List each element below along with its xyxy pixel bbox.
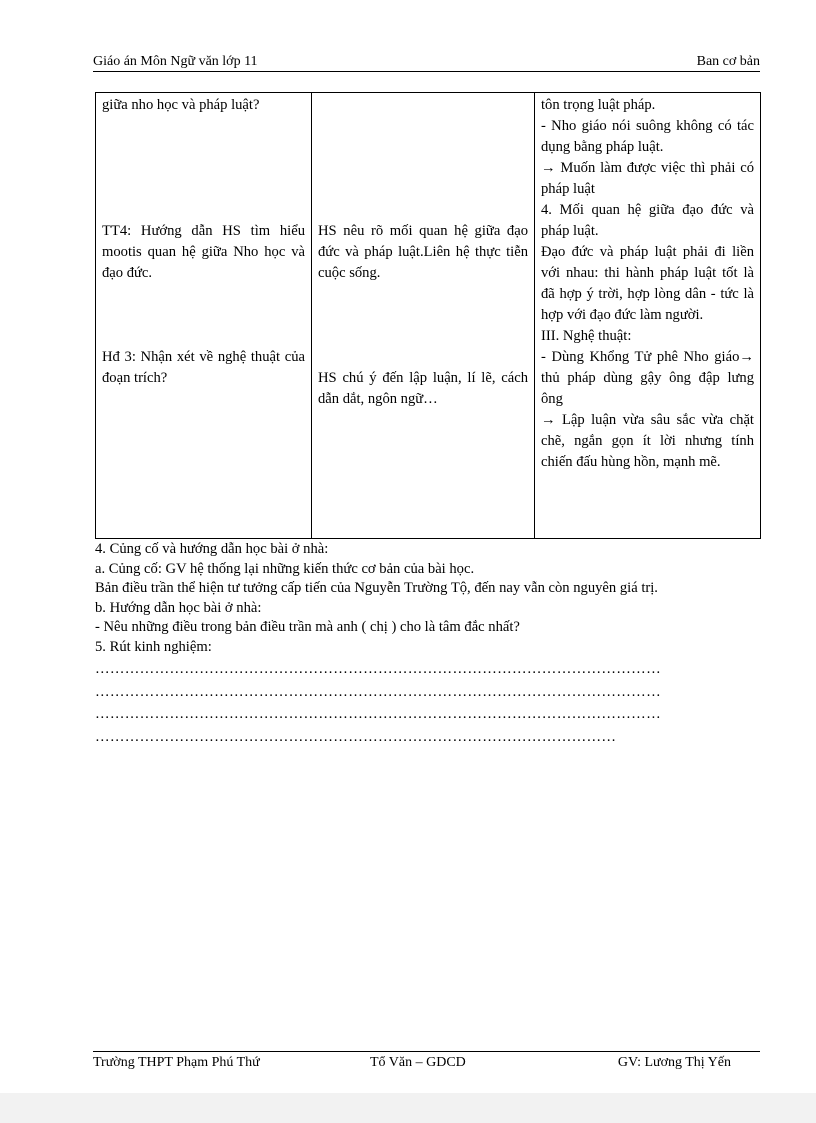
content-line: Đạo đức và pháp luật phải đi liền với nhau: thi hành pháp luật tốt là đã hợp ý trời, hợp lòng dân - tức là hợp với đạo đức làm người.	[541, 244, 754, 323]
content-line: - Dùng Khổng Tử phê Nho giáo→ thủ pháp dùng gậy ông đập lưng ông	[541, 349, 754, 407]
content-line: - Nho giáo nói suông không có tác dụng bằng pháp luật.	[541, 118, 754, 155]
header-course-title: Giáo án Môn Ngữ văn lớp 11	[93, 54, 258, 69]
consolidation-section	[95, 540, 761, 747]
header-program: Ban cơ bản	[696, 54, 760, 69]
paragraph: a. Củng cố: GV hệ thống lại những kiến thức cơ bản của bài học.	[95, 560, 475, 577]
activity-text: giữa nho học và pháp luật?	[102, 97, 260, 113]
student-text: HS nêu rõ mối quan hệ giữa đạo đức và pháp luật.Liên hệ thực tiễn cuộc sống.	[318, 223, 528, 281]
page-header	[93, 54, 760, 72]
section-heading: 5. Rút kinh nghiệm:	[95, 638, 212, 655]
content-heading: 4. Mối quan hệ giữa đạo đức và pháp luật.	[541, 202, 754, 239]
footer-department: Tổ Văn – GDCD	[370, 1055, 466, 1070]
teacher-activity-cell	[96, 93, 312, 539]
page-gap	[0, 1093, 816, 1123]
footer-teacher: GV: Lương Thị Yến	[617, 1055, 731, 1070]
dotted-line: ……………………………………………………………………………………………	[95, 728, 617, 745]
page-footer	[93, 1051, 760, 1070]
content-line: tôn trọng luật pháp.	[541, 97, 656, 113]
dotted-line: ……………………………………………………………………………………………………	[95, 683, 661, 700]
table-row	[96, 93, 761, 539]
section-heading: 4. Củng cố và hướng dẫn học bài ở nhà:	[95, 541, 329, 557]
student-text: HS chú ý đến lập luận, lí lẽ, cách dẫn dắt, ngôn ngữ…	[318, 370, 528, 407]
paragraph: Bản điều trần thể hiện tư tưởng cấp tiến của Nguyễn Trường Tộ, đến nay vẫn còn nguyên giá trị.	[95, 580, 658, 596]
dotted-line: ……………………………………………………………………………………………………	[95, 661, 661, 677]
content-line: → Muốn làm được việc thì phải có pháp luật	[541, 160, 754, 197]
paragraph: - Nêu những điều trong bản điều trần mà anh ( chị ) cho là tâm đắc nhất?	[95, 619, 520, 635]
dotted-line: ……………………………………………………………………………………………………	[95, 706, 661, 722]
content-heading: III. Nghệ thuật:	[541, 328, 632, 344]
section-heading: b. Hướng dẫn học bài ở nhà:	[95, 599, 262, 616]
content-line: → Lập luận vừa sâu sắc vừa chặt chẽ, ngắn gọn ít lời nhưng tính chiến đấu hùng hồn, mạnh mẽ.	[541, 412, 754, 470]
footer-school: Trường THPT Phạm Phú Thứ	[93, 1055, 260, 1070]
activity-text: Hđ 3: Nhận xét về nghệ thuật của đoạn trích?	[102, 349, 305, 386]
content-cell	[535, 93, 761, 539]
student-activity-cell	[312, 93, 535, 539]
lesson-table	[95, 92, 761, 539]
activity-text: TT4: Hướng dẫn HS tìm hiểu mootis quan hệ giữa Nho học và đạo đức.	[102, 223, 305, 281]
